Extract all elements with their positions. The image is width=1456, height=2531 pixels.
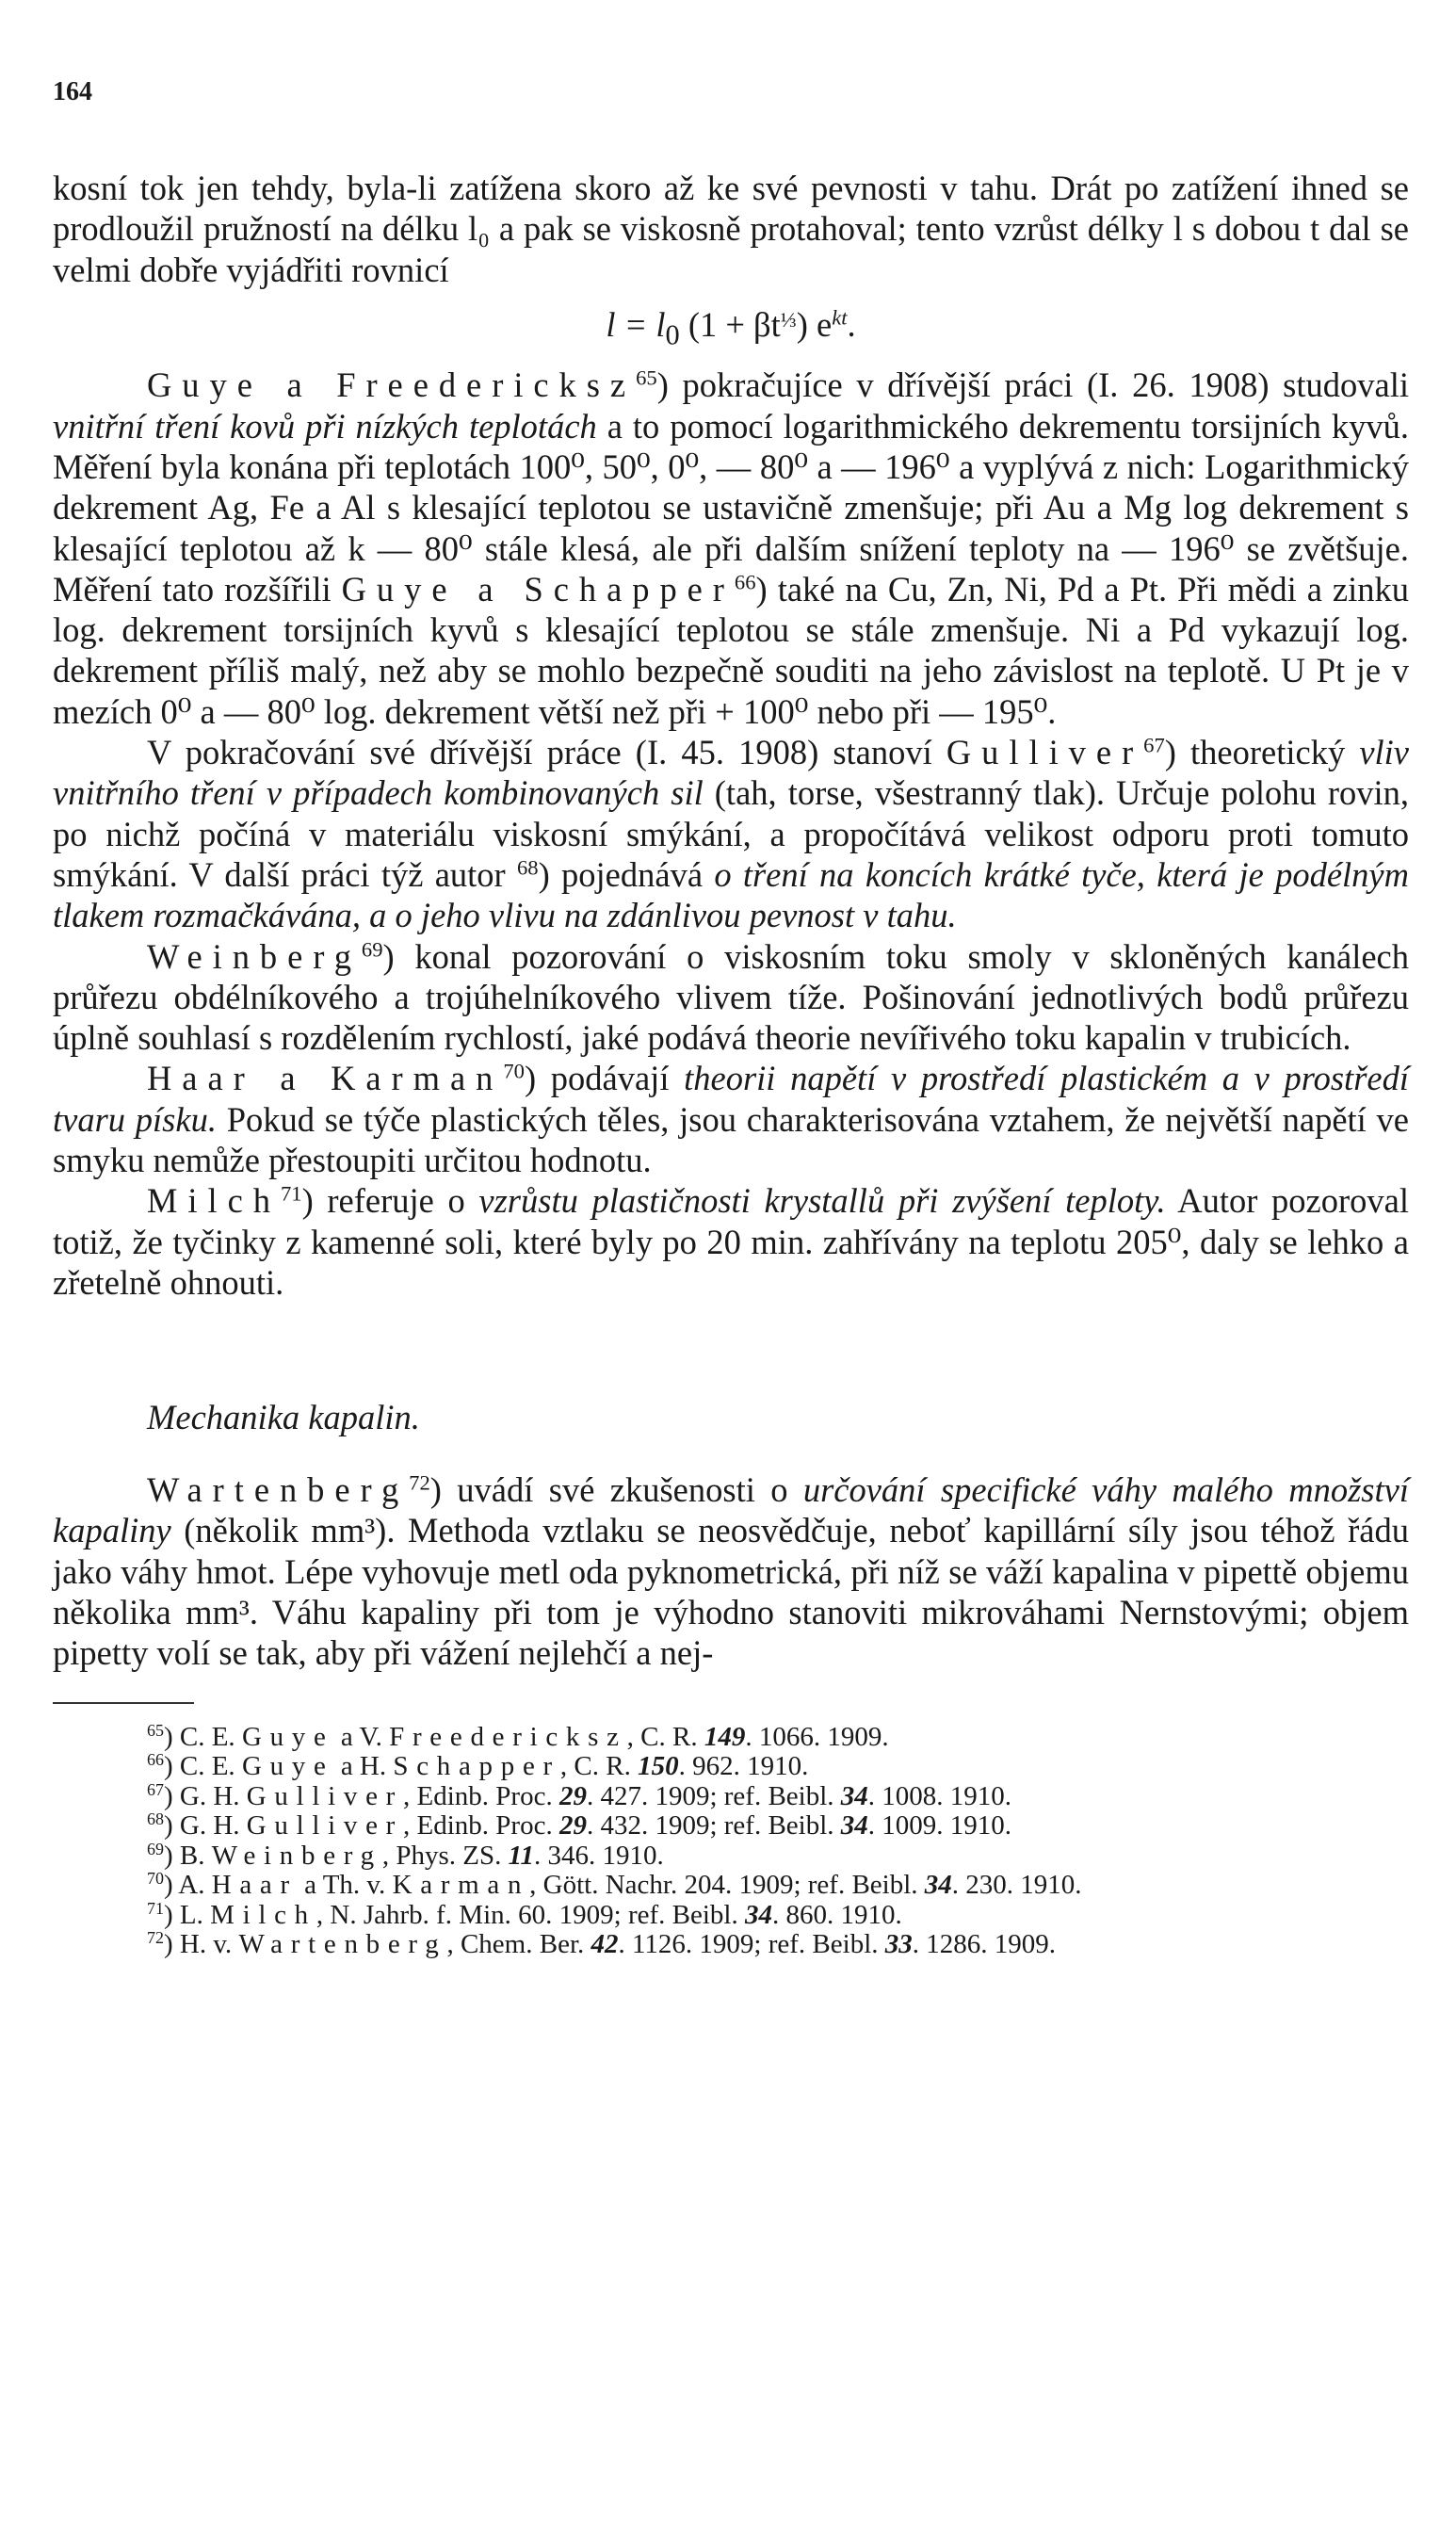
footnote-number: 71: [147, 1898, 164, 1918]
footnote-67: [53, 1779, 1409, 1812]
author-name: Guye: [241, 1751, 334, 1782]
footnote-number: 66: [147, 1750, 164, 1770]
text-run: ) B.: [163, 1840, 212, 1871]
footnote-70: [53, 1871, 1409, 1901]
text-run: a V.: [333, 1721, 390, 1752]
text-run: , C. R.: [626, 1721, 704, 1752]
author-name: Gulliver: [246, 1780, 404, 1811]
text-run: ) theoretický: [1164, 733, 1360, 772]
footnote-number: 69: [147, 1839, 164, 1858]
eq-sub: 0: [665, 318, 680, 351]
volume: 11: [508, 1840, 534, 1871]
emphasis: vliv vnitřního tření v případech kombinovaných sil: [53, 733, 1409, 813]
text-run: . 1009. 1910.: [867, 1810, 1012, 1841]
volume: 33: [884, 1929, 913, 1960]
text-run: , Gött. Nachr. 204. 1909; ref. Beibl.: [529, 1870, 925, 1901]
footnote-ref: 66: [734, 570, 756, 594]
eq-exp: kt: [832, 305, 848, 330]
footnote-ref: 72: [409, 1470, 430, 1495]
text-run: . 860. 1910.: [771, 1899, 902, 1930]
equation: [53, 290, 1409, 365]
footnote-69: [53, 1841, 1409, 1872]
eq-frac: ⅓: [780, 307, 797, 332]
author-name: Weinberg: [211, 1840, 382, 1871]
text-run: (tah, torse, všestranný tlak). Určuje polohu rovin, po nichž počíná v materiálu viskosní smýkání, a propočítává velikost odporu proti tomuto smýkání. V další práci týž autor: [53, 773, 1409, 894]
text-run: (několik mm³). Methoda vztlaku se neosvědčuje, neboť kapillární síly jsou téhož řádu jako váhy hmot. Lépe vyhovuje metl oda pyknometrická, při níž se váží kapalina v pipettě objemu několika mm³. Váhu kapaliny při tom je výhodno stanoviti mikrováhami Nernstovými; objem pipetty volí se tak, aby při vážení nejlehčí a nej-: [53, 1511, 1409, 1673]
footnote-number: 70: [147, 1869, 164, 1889]
text-run: Pokud se týče plastických těles, jsou charakterisována vztahem, že největší napětí ve smyku nemůže přestoupiti určitou hodnotu.: [53, 1099, 1410, 1179]
volume: 42: [590, 1929, 619, 1960]
text-run: . 432. 1909; ref. Beibl.: [586, 1810, 841, 1841]
text-run: . 1126. 1909; ref. Beibl.: [618, 1929, 885, 1960]
footnote-ref: 67: [1143, 733, 1165, 757]
volume: 149: [704, 1721, 746, 1752]
text-run: a H.: [333, 1751, 394, 1782]
text-run: . 230. 1910.: [951, 1870, 1082, 1901]
text-run: . 1066. 1909.: [745, 1721, 889, 1752]
text-run: , Edinb. Proc.: [403, 1810, 559, 1841]
page: [53, 77, 1409, 1960]
author-name: Haar a Karman: [147, 1059, 504, 1098]
text-run: , Edinb. Proc.: [403, 1780, 559, 1811]
eq-close: ) e: [796, 305, 833, 345]
volume: 34: [840, 1810, 868, 1841]
volume: 34: [924, 1870, 952, 1901]
author-name: Schapper: [393, 1751, 560, 1782]
author-name: Weinberg: [147, 936, 362, 976]
text-run: ) L.: [163, 1899, 211, 1930]
text-run: ) pojednává: [538, 854, 715, 894]
text-run: . 962. 1910.: [678, 1751, 809, 1782]
author-name: Guye: [241, 1721, 334, 1752]
text-run: , N. Jahrb. f. Min. 60. 1909; ref. Beibl.: [315, 1899, 745, 1930]
footnote-ref: 68: [516, 855, 539, 880]
footnote-number: 67: [147, 1779, 164, 1799]
text-run: . 1008. 1910.: [867, 1780, 1012, 1811]
volume: 34: [840, 1780, 868, 1811]
eq-lhs: l = l: [606, 305, 666, 345]
section-heading: Mechanika kapalin.: [147, 1398, 420, 1437]
text-run: ) C. E.: [163, 1751, 242, 1782]
author-name: Gulliver: [946, 733, 1144, 772]
text-run: . 427. 1909; ref. Beibl.: [586, 1780, 841, 1811]
author-name: Karman: [392, 1870, 530, 1901]
text-run: ) referuje o: [301, 1181, 479, 1221]
emphasis: vnitřní tření kovů při nízkých teplotách: [53, 406, 597, 446]
volume: 34: [744, 1899, 772, 1930]
author-name: Gulliver: [246, 1810, 404, 1841]
text-run: a to pomocí logarithmického dekrementu torsijních kyvů. Měření byla konána při teplotách 100⁰, 50⁰, 0⁰, — 80⁰ a — 196⁰ a vyplývá z nich: Logarithmický dekrement Ag, Fe a Al s klesající teplotou se ustavičně zmenšuje; při Au a Mg log dekrement s klesající teplotou až k — 80⁰ stále klesá, ale při dalším snížení teploty na — 196⁰ se zvětšuje. Měření tato rozšířili: [53, 406, 1409, 608]
footnote-72: [53, 1930, 1409, 1960]
text-run: ) také na Cu, Zn, Ni, Pd a Pt. Při mědi a zinku log. dekrement torsijních kyvů s klesající teplotou se stále zmenšuje. Ni a Pd vykazují log. dekrement příliš malý, než aby se mohlo bezpečně souditi na jeho závislost na teplotě. U Pt je v mezích 0⁰ a — 80⁰ log. dekrement větší než při + 100⁰ nebo při — 195⁰.: [53, 569, 1409, 731]
volume: 29: [558, 1780, 587, 1811]
footnote-ref: 65: [636, 365, 657, 390]
footnote-66: [53, 1752, 1409, 1782]
page-number: 164: [53, 77, 92, 106]
paragraph-5: [53, 1058, 1409, 1180]
emphasis: určování specifické váhy malého množství kapaliny: [53, 1470, 1409, 1550]
footnote-ref: 70: [503, 1059, 525, 1083]
paragraph-1: kosní tok jen tehdy, byla-li zatížena skoro až ke své pevnosti v tahu. Drát po zatížení ihned se prodloužil pružností na délku l₀ a pak se viskosně protahoval; tento vzrůst délky l s dobou t dal se velmi dobře vyjádřiti rovnicí: [53, 169, 1409, 289]
paragraph-4: [53, 936, 1409, 1059]
text-run: ) G. H.: [163, 1810, 247, 1841]
author-name: Milch: [147, 1181, 281, 1221]
emphasis: o tření na koncích krátké tyče, která je podélným tlakem rozmačkávána, a o jeho vlivu na zdánlivou pevnost v tahu.: [53, 854, 1409, 935]
paragraph-7: [53, 1469, 1409, 1673]
author-name: Freedericksz: [389, 1721, 627, 1752]
footnote-71: [53, 1898, 1409, 1931]
text-run: ) konal pozorování o viskosním toku smoly v skloněných kanálech průřezu obdélníkového a trojúhelníkového vlivem tíže. Pošinování jednotlivých bodů průřezu úplně souhlasí s rozdělením rychlostí, jaké podává theorie nevířivého toku kapalin v trubicích.: [53, 936, 1409, 1058]
text-run: . 1286. 1909.: [912, 1929, 1056, 1960]
footnote-ref: 71: [280, 1181, 302, 1206]
text-run: ) podávají: [524, 1059, 685, 1098]
footnote-number: 68: [147, 1809, 164, 1829]
volume: 29: [558, 1810, 587, 1841]
author-name: Guye a Schapper: [341, 569, 735, 608]
author-name: Wartenberg: [238, 1929, 447, 1960]
volume: 150: [638, 1751, 679, 1782]
text-run: ) G. H.: [163, 1780, 247, 1811]
emphasis: theorii napětí v prostředí plastickém a v prostředí tvaru písku.: [53, 1059, 1409, 1139]
author-name: Guye a Freedericksz: [147, 365, 637, 405]
eq-mid: (1 + βt: [679, 305, 781, 345]
footnote-number: 72: [147, 1928, 164, 1948]
text-run: V pokračování své dřívější práce (I. 45. 1908) stanoví: [147, 733, 946, 772]
author-name: Milch: [210, 1899, 316, 1930]
author-name: Haar: [211, 1870, 298, 1901]
emphasis: vzrůstu plastičnosti krystallů při zvýšení teploty.: [478, 1181, 1166, 1221]
text-run: , C. R.: [559, 1751, 639, 1782]
paragraph-6: [53, 1180, 1409, 1303]
text-run: ) A.: [163, 1870, 212, 1901]
text-run: , Chem. Ber.: [446, 1929, 591, 1960]
footnote-ref: 69: [361, 937, 383, 962]
text-run: a Th. v.: [297, 1870, 393, 1901]
text-run: ) pokračujíce v dřívější práci (I. 26. 1908) studovali: [656, 365, 1409, 405]
footnote-number: 65: [147, 1720, 164, 1740]
text-run: . 346. 1910.: [533, 1840, 664, 1871]
text-run: ) uvádí své zkušenosti o: [429, 1470, 803, 1510]
author-name: Wartenberg: [147, 1470, 410, 1510]
paragraph-3: [53, 732, 1409, 935]
text-run: ) C. E.: [163, 1721, 242, 1752]
footnote-divider: [53, 1702, 194, 1704]
footnote-65: [53, 1720, 1409, 1753]
text-run: ) H. v.: [163, 1929, 239, 1960]
paragraph-2: [53, 365, 1409, 732]
eq-end: .: [847, 305, 856, 345]
text-run: , Phys. ZS.: [381, 1840, 509, 1871]
text-run: Autor pozoroval totiž, že tyčinky z kamenné soli, které byly po 20 min. zahřívány na teplotu 205⁰, daly se lehko a zřetelně ohnouti.: [53, 1181, 1409, 1302]
footnote-68: [53, 1811, 1409, 1841]
